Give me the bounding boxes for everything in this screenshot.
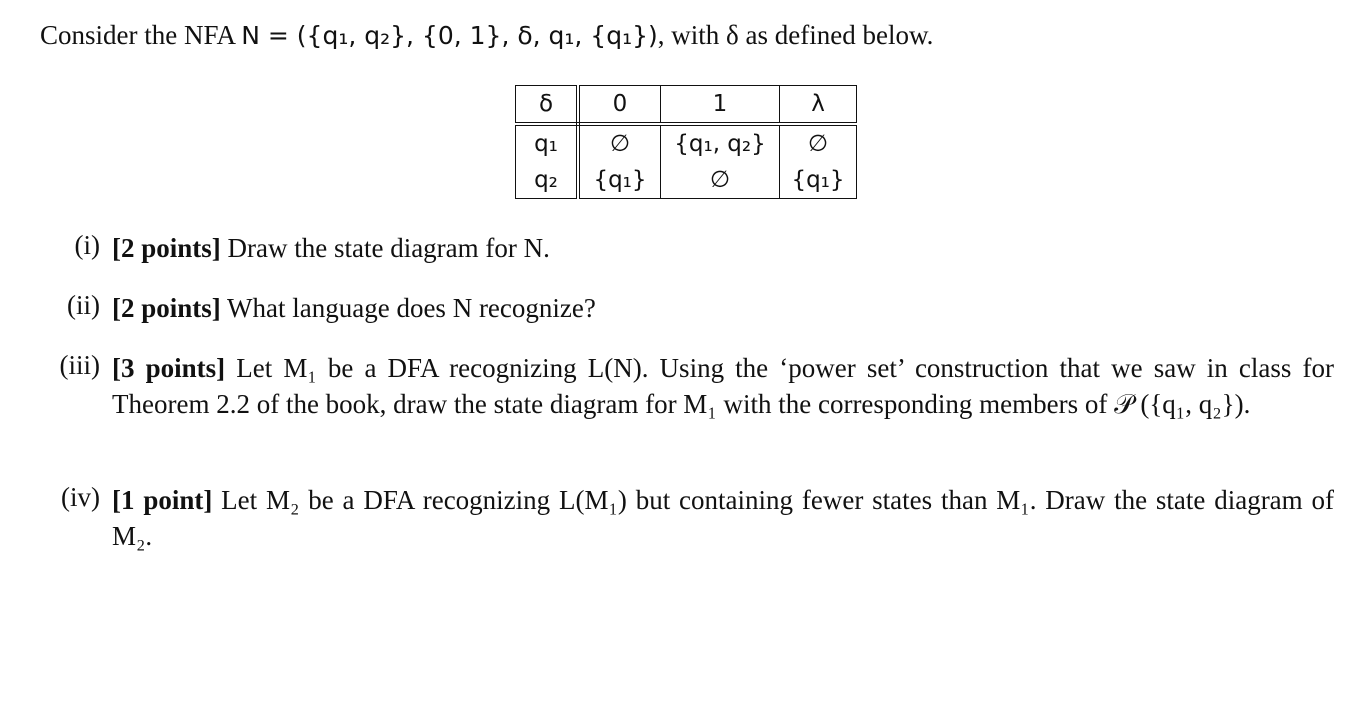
question-points: [2 points] xyxy=(112,293,221,323)
table-row xyxy=(516,162,857,199)
question-body: Let M₁ be a DFA recognizing L(N). Using the ‘power set’ construction that we saw in class for Theorem 2.2 of the book, draw the state diagram for M₁ with the corresponding members of 𝒫 ({q₁, q₂}). xyxy=(112,353,1334,419)
question-number: (i) xyxy=(74,230,100,260)
transition-cell: ∅ xyxy=(780,124,857,162)
transition-table xyxy=(515,85,857,199)
intro-sentence xyxy=(40,20,933,51)
table-row xyxy=(516,124,857,162)
header-cell-0: 0 xyxy=(578,86,661,125)
question-points: [1 point] xyxy=(112,485,213,515)
transition-cell: {q₁} xyxy=(780,162,857,199)
question-body: Let M₂ be a DFA recognizing L(M₁) but containing fewer states than M₁. Draw the state diagram of M₂. xyxy=(112,485,1334,551)
question-text xyxy=(112,482,1334,554)
header-cell-delta: δ xyxy=(516,86,579,125)
question-text xyxy=(112,350,1334,422)
transition-cell: ∅ xyxy=(578,124,661,162)
question-text xyxy=(112,290,1334,326)
question-number: (ii) xyxy=(67,290,100,320)
nfa-definition: N = ({q₁, q₂}, {0, 1}, δ, q₁, {q₁}) xyxy=(241,21,658,50)
transition-cell: {q₁, q₂} xyxy=(661,124,780,162)
question-body: Draw the state diagram for N. xyxy=(220,233,550,263)
question-text xyxy=(112,230,1334,266)
question-points: [3 points] xyxy=(112,353,226,383)
question-number: (iii) xyxy=(59,350,100,380)
question-number: (iv) xyxy=(61,482,100,512)
intro-lead: Consider the NFA xyxy=(40,20,242,50)
question-points: [2 points] xyxy=(112,233,221,263)
question-body: What language does N recognize? xyxy=(220,293,596,323)
transition-cell: {q₁} xyxy=(578,162,661,199)
state-cell: q₂ xyxy=(516,162,579,199)
table-header-row xyxy=(516,86,857,125)
state-cell: q₁ xyxy=(516,124,579,162)
intro-tail: , with δ as defined below. xyxy=(657,20,934,50)
header-cell-1: 1 xyxy=(661,86,780,125)
transition-cell: ∅ xyxy=(661,162,780,199)
header-cell-lambda: λ xyxy=(780,86,857,125)
